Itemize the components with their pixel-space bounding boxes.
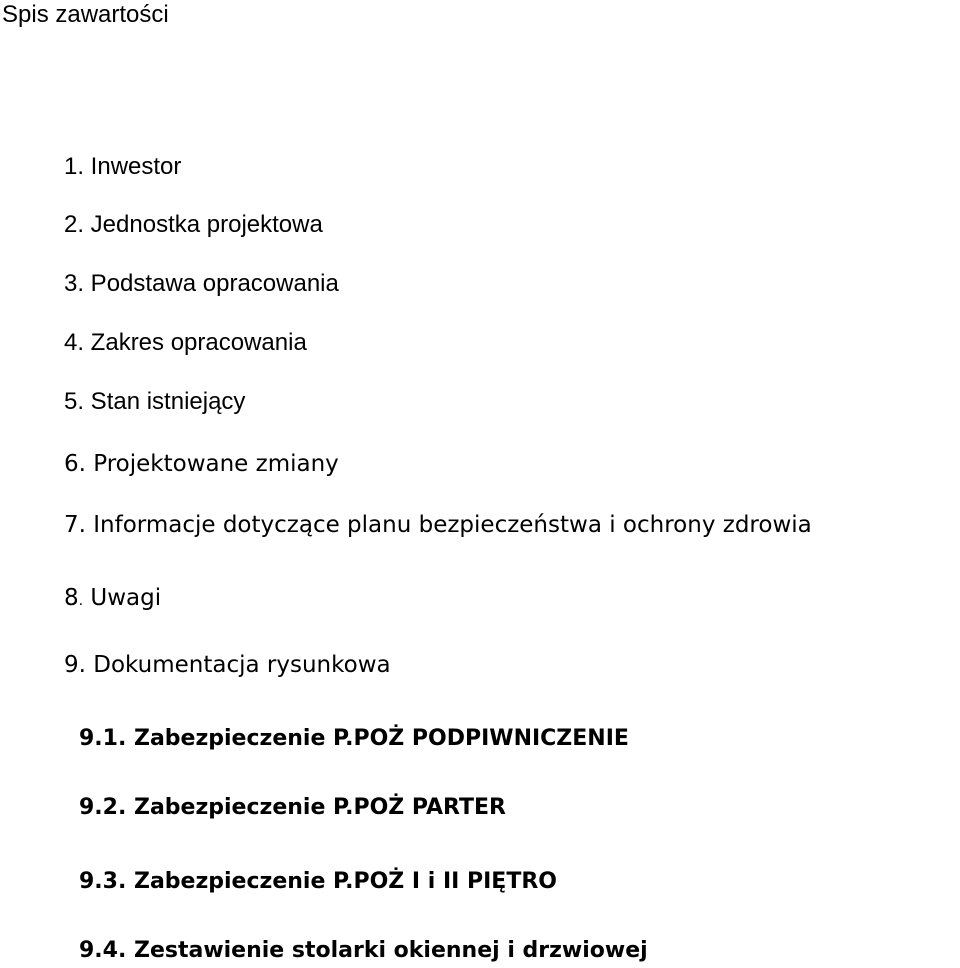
toc-item-1: 1. Inwestor: [64, 153, 182, 180]
toc-item-8-number: 8: [64, 585, 79, 611]
toc-item-7: 7. Informacje dotyczące planu bezpieczeństwa i ochrony zdrowia: [64, 512, 812, 538]
toc-item-8: [64, 583, 161, 616]
toc-item-8-dot: .: [78, 593, 84, 609]
toc-item-9-2: 9.2. Zabezpieczenie P.POŻ PARTER: [79, 795, 506, 820]
toc-item-8-text: Uwagi: [90, 585, 162, 611]
toc-item-9-3: 9.3. Zabezpieczenie P.POŻ I i II PIĘTRO: [79, 869, 557, 894]
toc-item-9-4: 9.4. Zestawienie stolarki okiennej i drzwiowej: [79, 938, 648, 963]
toc-item-5: 5. Stan istniejący: [64, 388, 246, 415]
toc-item-9-1: 9.1. Zabezpieczenie P.POŻ PODPIWNICZENIE: [79, 726, 629, 751]
toc-item-6: 6. Projektowane zmiany: [64, 451, 339, 477]
page-title: Spis zawartości: [2, 1, 169, 28]
toc-item-3: 3. Podstawa opracowania: [64, 270, 339, 297]
toc-item-9: 9. Dokumentacja rysunkowa: [64, 652, 391, 678]
toc-item-4: 4. Zakres opracowania: [64, 329, 307, 356]
toc-item-2: 2. Jednostka projektowa: [64, 211, 323, 238]
